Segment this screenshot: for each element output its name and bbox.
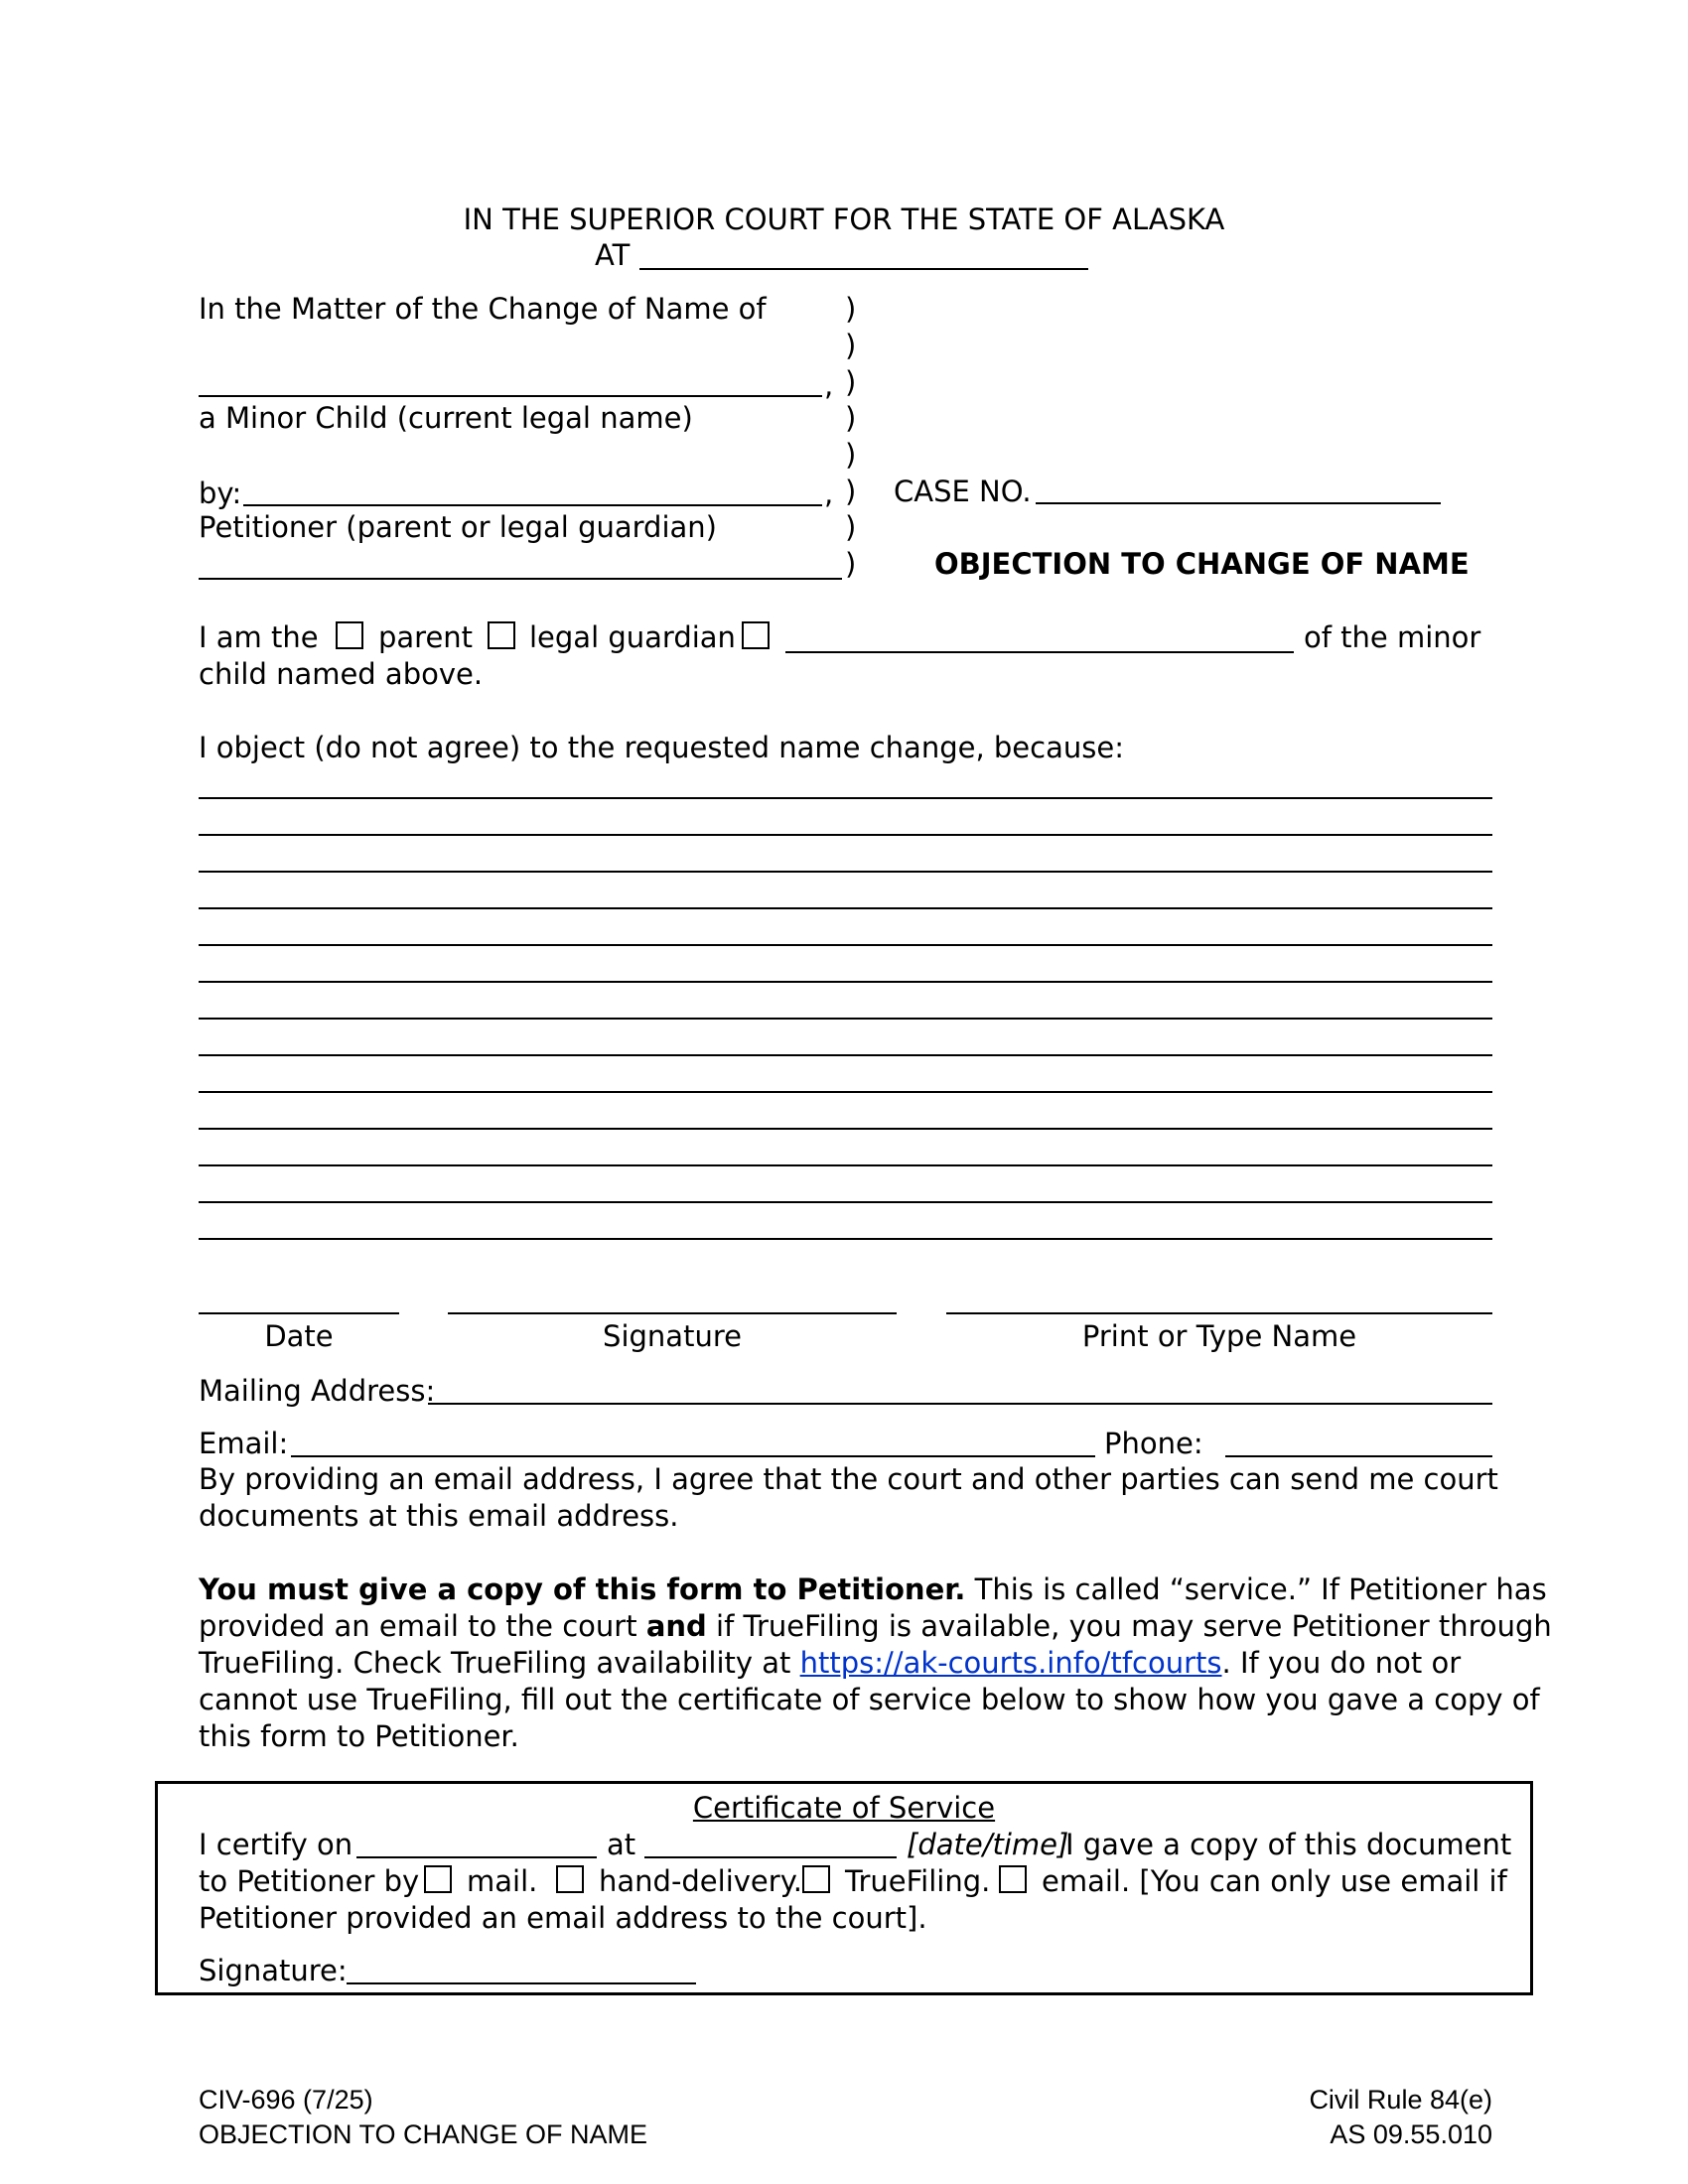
legal-guardian-label: legal guardian — [529, 620, 736, 654]
caption-paren: ) — [845, 547, 857, 581]
child-named-above-label: child named above. — [199, 657, 484, 691]
service-line3-b: . If you do not or — [1221, 1646, 1462, 1680]
gave-copy-label: I gave a copy of this document — [1065, 1828, 1512, 1861]
reason-line[interactable] — [199, 944, 1492, 946]
mail-checkbox[interactable] — [424, 1865, 452, 1893]
service-line2-a: provided an email to the court — [199, 1609, 646, 1643]
service-instructions-line: cannot use TrueFiling, fill out the certificate of service below to show how you gave a copy of — [199, 1683, 1540, 1716]
caption-paren: ) — [845, 438, 857, 472]
reason-line[interactable] — [199, 1018, 1492, 1020]
of-the-minor-label: of the minor — [1304, 620, 1481, 654]
certificate-line3: Petitioner provided an email address to the court]. — [199, 1901, 927, 1935]
caption-paren: ) — [845, 365, 857, 399]
parent-label: parent — [378, 620, 474, 654]
service-line2-b: if TrueFiling is available, you may serve Petitioner through — [706, 1609, 1552, 1643]
service-line1-rest: This is called “service.” If Petitioner has — [965, 1572, 1547, 1606]
reason-line[interactable] — [199, 1128, 1492, 1130]
i-certify-on-label: I certify on — [199, 1828, 353, 1861]
i-am-the-label: I am the — [199, 620, 319, 654]
form-number: CIV-696 (7/25) — [199, 2085, 373, 2115]
caption-paren: ) — [845, 401, 857, 435]
statute: AS 09.55.010 — [1330, 2119, 1492, 2149]
civil-rule: Civil Rule 84(e) — [1309, 2085, 1492, 2115]
email-consent-line: By providing an email address, I agree that the court and other parties can send me court — [199, 1462, 1498, 1496]
email-checkbox[interactable] — [999, 1865, 1027, 1893]
at-label: at — [607, 1828, 636, 1861]
certify-date-line[interactable] — [356, 1856, 597, 1858]
minor-name-comma: , — [824, 368, 834, 402]
service-instructions-line: this form to Petitioner. — [199, 1719, 519, 1753]
email-line[interactable] — [291, 1455, 1095, 1457]
hand-delivery-checkbox[interactable] — [556, 1865, 584, 1893]
date-label: Date — [264, 1319, 334, 1353]
email-consent-line: documents at this email address. — [199, 1499, 679, 1533]
objection-prompt: I object (do not agree) to the requested name change, because: — [199, 731, 1124, 764]
date-line[interactable] — [199, 1312, 399, 1314]
service-bold-lead: You must give a copy of this form to Petitioner. — [199, 1572, 966, 1606]
truefiling-link[interactable]: https://ak-courts.info/tfcourts — [799, 1646, 1222, 1680]
caption-paren: ) — [845, 475, 857, 508]
signature-line[interactable] — [448, 1312, 897, 1314]
court-heading: IN THE SUPERIOR COURT FOR THE STATE OF ALASKA — [463, 203, 1225, 236]
case-no-label: CASE NO. — [894, 475, 1032, 508]
print-name-line[interactable] — [946, 1312, 1492, 1314]
mailing-address-line[interactable] — [428, 1403, 1492, 1405]
service-line2-bold: and — [645, 1609, 707, 1643]
reason-line[interactable] — [199, 834, 1492, 836]
reason-line[interactable] — [199, 1091, 1492, 1093]
truefiling-checkbox[interactable] — [802, 1865, 830, 1893]
reason-line[interactable] — [199, 797, 1492, 799]
petitioner-second-line[interactable] — [199, 578, 842, 580]
reason-line[interactable] — [199, 1164, 1492, 1166]
service-instructions-line — [199, 1646, 1462, 1680]
form-title-footer: OBJECTION TO CHANGE OF NAME — [199, 2119, 648, 2149]
email-service-label: email. [You can only use email if — [1042, 1864, 1507, 1898]
reason-line[interactable] — [199, 981, 1492, 983]
mail-label: mail. — [467, 1864, 538, 1898]
caption-paren: ) — [845, 510, 857, 544]
certify-time-line[interactable] — [644, 1856, 897, 1858]
certificate-title: Certificate of Service — [692, 1791, 996, 1825]
matter-label: In the Matter of the Change of Name of — [199, 292, 767, 326]
caption-paren: ) — [845, 292, 857, 326]
reason-line[interactable] — [199, 1054, 1492, 1056]
legal-guardian-checkbox[interactable] — [488, 621, 515, 649]
phone-line[interactable] — [1225, 1455, 1492, 1457]
case-no-line[interactable] — [1036, 502, 1441, 504]
print-name-label: Print or Type Name — [1081, 1319, 1357, 1353]
minor-child-label: a Minor Child (current legal name) — [199, 401, 693, 435]
hand-delivery-label: hand-delivery. — [599, 1864, 802, 1898]
document-title: OBJECTION TO CHANGE OF NAME — [934, 547, 1470, 581]
certificate-signature-label: Signature: — [199, 1954, 348, 1987]
email-label: Email: — [199, 1427, 289, 1460]
signature-label: Signature — [603, 1319, 742, 1353]
petitioner-name-comma: , — [824, 477, 834, 510]
reason-line[interactable] — [199, 1201, 1492, 1203]
reason-line[interactable] — [199, 871, 1492, 873]
service-instructions-line — [199, 1609, 1552, 1643]
phone-label: Phone: — [1104, 1427, 1203, 1460]
truefiling-label: TrueFiling. — [845, 1864, 991, 1898]
caption-paren: ) — [845, 329, 857, 362]
to-petitioner-by-label: to Petitioner by — [199, 1864, 420, 1898]
reason-line[interactable] — [199, 1238, 1492, 1240]
court-location-line[interactable] — [639, 268, 1088, 270]
minor-name-line[interactable] — [199, 395, 822, 397]
parent-checkbox[interactable] — [336, 621, 363, 649]
by-label: by: — [199, 477, 242, 510]
service-instructions-line — [199, 1572, 1547, 1606]
reason-line[interactable] — [199, 907, 1492, 909]
petitioner-name-line[interactable] — [243, 504, 822, 506]
certificate-signature-line[interactable] — [347, 1982, 696, 1984]
mailing-address-label: Mailing Address: — [199, 1374, 436, 1408]
petitioner-label: Petitioner (parent or legal guardian) — [199, 510, 717, 544]
other-relationship-line[interactable] — [785, 651, 1294, 653]
service-line3-a: TrueFiling. Check TrueFiling availability at — [199, 1646, 800, 1680]
at-label: AT — [595, 238, 631, 272]
other-relationship-checkbox[interactable] — [742, 621, 770, 649]
date-time-hint: [date/time] — [907, 1828, 1069, 1861]
